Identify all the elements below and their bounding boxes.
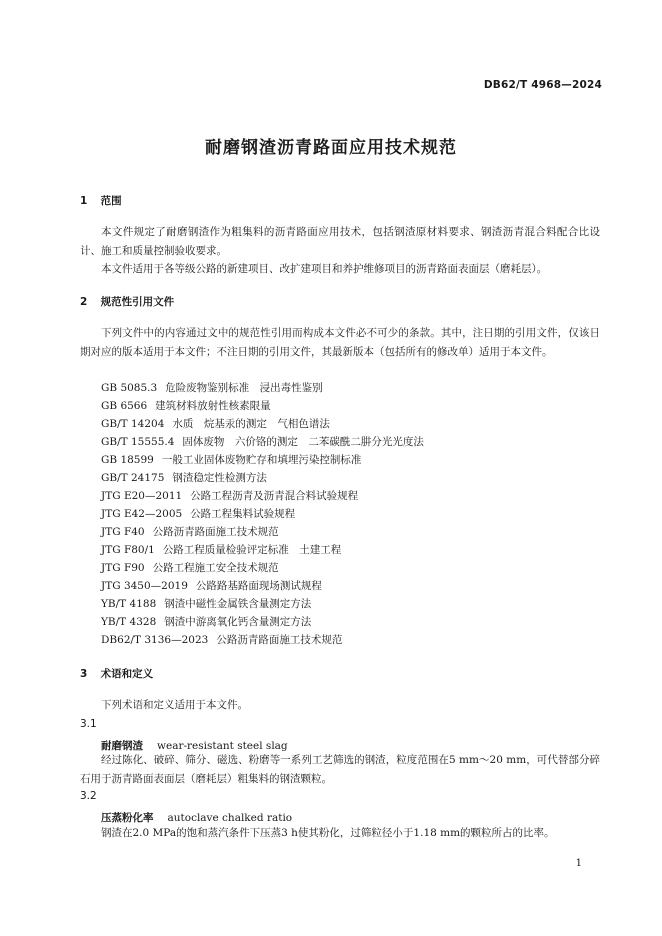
reference-code: JTG F80/1: [101, 544, 155, 556]
reference-code: JTG F90: [101, 562, 145, 574]
document-title: 耐磨钢渣沥青路面应用技术规范: [205, 138, 457, 158]
reference-item: [101, 415, 330, 434]
reference-code: DB62/T 3136—2023: [101, 634, 209, 646]
section-number: 1: [80, 195, 88, 207]
reference-code: GB 6566: [101, 400, 148, 412]
standard-code: DB62/T 4968—2024: [483, 79, 602, 91]
reference-name: 建筑材料放射性核素限量: [155, 400, 271, 412]
term-heading: [101, 810, 292, 825]
reference-item: [101, 595, 311, 614]
scope-paragraph-1: 本文件规定了耐磨钢渣作为粗集料的沥青路面应用技术，包括钢渣原材料要求、钢渣沥青混合料配合比设计、施工和质量控制验收要求。: [80, 226, 600, 257]
reference-code: GB/T 24175: [101, 472, 165, 484]
reference-name: 公路沥青路面施工技术规范: [152, 526, 279, 538]
reference-name: 钢渣稳定性检测方法: [172, 472, 267, 484]
reference-item: [101, 469, 267, 488]
section-number: 3: [80, 668, 88, 680]
term-en: wear-resistant steel slag: [157, 740, 288, 752]
reference-name: 钢渣中磁性金属铁含量测定方法: [164, 598, 312, 610]
term-zh: 压蒸粉化率: [101, 812, 154, 824]
reference-name: 公路路基路面现场测试规程: [195, 580, 322, 592]
term-zh: 耐磨钢渣: [101, 740, 143, 752]
section-title: 术语和定义: [100, 668, 154, 680]
reference-name: 公路工程集料试验规程: [190, 508, 296, 520]
reference-code: GB/T 14204: [101, 418, 165, 430]
references-intro: 下列文件中的内容通过文中的规范性引用而构成本文件必不可少的条款。其中，注日期的引用文件，仅该日期对应的版本适用于本文件；不注日期的引用文件，其最新版本（包括所有的修改单）适用于本文件。: [80, 327, 600, 358]
reference-item: [101, 541, 341, 560]
reference-item: [101, 397, 271, 416]
reference-name: 钢渣中游离氧化钙含量测定方法: [164, 616, 312, 628]
reference-code: JTG 3450—2019: [101, 580, 188, 592]
term-number: 3.2: [80, 790, 97, 802]
terms-intro: 下列术语和定义适用于本文件。: [101, 699, 248, 711]
section-title: 范围: [100, 195, 122, 207]
term-number: 3.1: [80, 718, 97, 730]
reference-name: 一般工业固体废物贮存和填埋污染控制标准: [161, 454, 362, 466]
reference-name: 公路工程质量检验评定标准 土建工程: [162, 544, 342, 556]
term-en: autoclave chalked ratio: [167, 812, 293, 824]
page-number: 1: [575, 858, 582, 869]
reference-name: 公路沥青路面施工技术规范: [216, 634, 343, 646]
reference-item: [101, 559, 279, 578]
reference-item: [101, 487, 358, 506]
reference-code: YB/T 4188: [101, 598, 157, 610]
reference-code: GB 5085.3: [101, 382, 158, 394]
reference-item: [101, 379, 323, 398]
reference-item: [101, 613, 311, 632]
section-1-heading: [80, 193, 122, 208]
reference-name: 危险废物鉴别标准 浸出毒性鉴别: [165, 382, 323, 394]
reference-item: [101, 433, 424, 452]
term-definition: 经过陈化、破碎、筛分、磁选、粉磨等一系列工艺筛选的钢渣，粒度范围在5 mm～20 mm，可代替部分碎石用于沥青路面表面层（磨耗层）粗集料的钢渣颗粒。: [80, 754, 600, 785]
reference-code: JTG E20—2011: [101, 490, 183, 502]
section-number: 2: [80, 296, 88, 308]
section-3-heading: [80, 666, 153, 681]
scope-paragraph-2: 本文件适用于各等级公路的新建项目、改扩建项目和养护维修项目的沥青路面表面层（磨耗层）。: [101, 263, 548, 275]
reference-item: [101, 631, 342, 650]
reference-code: JTG F40: [101, 526, 145, 538]
reference-item: [101, 577, 322, 596]
reference-code: YB/T 4328: [101, 616, 157, 628]
reference-item: [101, 451, 361, 470]
reference-code: GB 18599: [101, 454, 154, 466]
term-definition: 钢渣在2.0 MPa的饱和蒸汽条件下压蒸3 h使其粉化，过筛粒径小于1.18 mm的颗粒所占的比率。: [101, 827, 555, 839]
reference-name: 固体废物 六价铬的测定 二苯碳酰二肼分光光度法: [182, 436, 424, 448]
section-title: 规范性引用文件: [100, 296, 175, 308]
section-2-heading: [80, 294, 174, 309]
reference-item: [101, 523, 279, 542]
reference-name: 水质 烷基汞的测定 气相色谱法: [172, 418, 330, 430]
reference-code: GB/T 15555.4: [101, 436, 175, 448]
reference-code: JTG E42—2005: [101, 508, 183, 520]
reference-name: 公路工程沥青及沥青混合料试验规程: [190, 490, 359, 502]
reference-item: [101, 505, 295, 524]
reference-name: 公路工程施工安全技术规范: [152, 562, 279, 574]
